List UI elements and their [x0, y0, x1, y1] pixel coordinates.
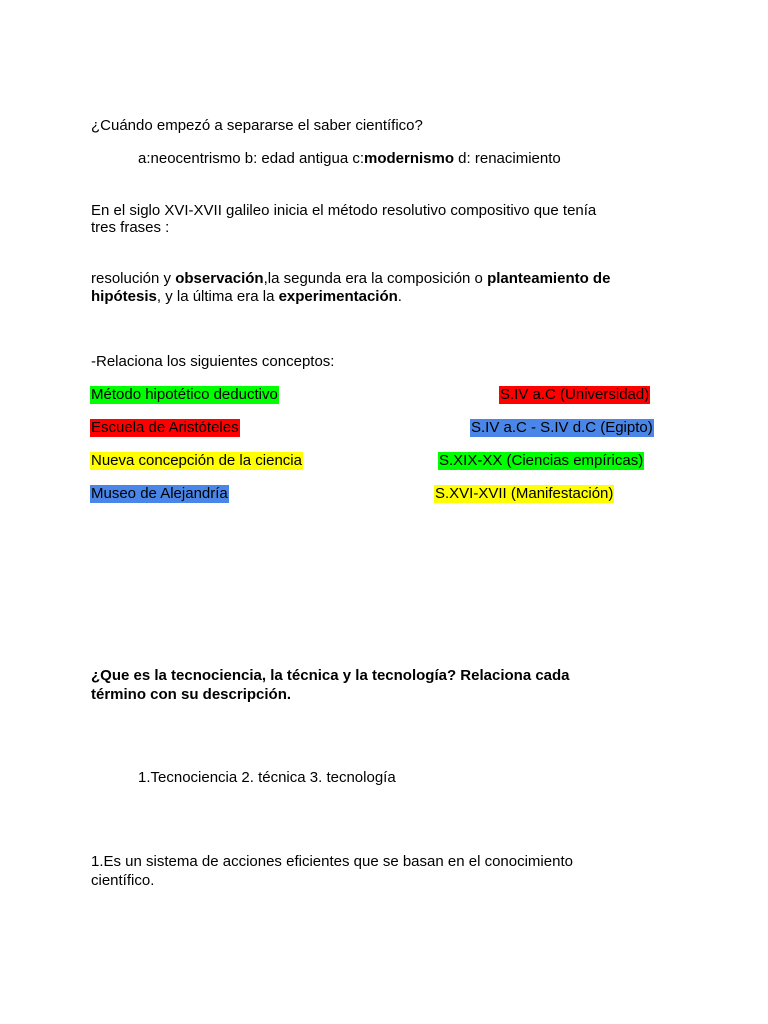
- paragraph-1-text-1: En el siglo XVI-XVII galileo inicia el método resolutivo compositivo que tenía: [91, 202, 597, 219]
- paragraph-2-bold-3: hipótesis: [91, 288, 157, 305]
- option-a: a:neocentrismo: [138, 150, 245, 167]
- question-1-text: ¿Cuándo empezó a separarse el saber científico?: [91, 117, 423, 134]
- paragraph-2-text-2: ,la segunda era la composición o: [263, 270, 488, 287]
- question-1-options: [138, 150, 561, 168]
- paragraph-2-line-1: [91, 270, 610, 288]
- paragraph-2-text-3: , y la última era la: [156, 288, 279, 305]
- paragraph-1-text-2: tres frases :: [91, 219, 170, 236]
- concept-right-4: S.XVI-XVII (Manifestación): [435, 485, 614, 502]
- concept-left-2: Escuela de Aristóteles: [91, 419, 239, 436]
- paragraph-2-text-1: resolución y: [91, 270, 176, 287]
- terms-list: [138, 769, 396, 787]
- concept-right-3: S.XIX-XX (Ciencias empíricas): [439, 452, 644, 469]
- option-b: b: edad antigua: [244, 150, 353, 167]
- concept-left-1: Método hipotético deductivo: [91, 386, 278, 403]
- paragraph-1-line-2: [91, 219, 169, 237]
- paragraph-2-bold-4: experimentación: [278, 288, 398, 305]
- question-2-line-1: [91, 667, 570, 685]
- definition-1-line-1: [91, 853, 573, 871]
- relate-heading: [91, 353, 334, 371]
- terms-list-text: 1.Tecnociencia 2. técnica 3. tecnología: [138, 769, 396, 786]
- paragraph-2-line-2: [91, 288, 402, 306]
- paragraph-2-bold-1: observación: [175, 270, 264, 287]
- concept-left-4: Museo de Alejandría: [91, 485, 228, 502]
- relate-heading-text: -Relaciona los siguientes conceptos:: [91, 353, 335, 370]
- definition-1-text-1: 1.Es un sistema de acciones eficientes que se basan en el conocimiento: [91, 853, 573, 870]
- option-c-bold: modernismo: [364, 150, 455, 167]
- question-1: [91, 117, 423, 135]
- concept-right-2: S.IV a.C - S.IV d.C (Egipto): [471, 419, 653, 436]
- paragraph-2-bold-2: planteamiento de: [487, 270, 611, 287]
- definition-1-text-2: científico.: [91, 872, 155, 889]
- option-c-prefix: c:: [352, 150, 364, 167]
- paragraph-2-text-4: .: [397, 288, 402, 305]
- concept-right-1: S.IV a.C (Universidad): [500, 386, 650, 403]
- question-2-line-2: [91, 686, 291, 704]
- option-d: d: renacimiento: [454, 150, 561, 167]
- question-2-text-1: ¿Que es la tecnociencia, la técnica y la tecnología? Relaciona cada: [91, 667, 570, 684]
- definition-1-line-2: [91, 872, 154, 890]
- paragraph-1-line-1: [91, 202, 596, 220]
- question-2-text-2: término con su descripción.: [91, 686, 292, 703]
- concept-left-3: Nueva concepción de la ciencia: [91, 452, 302, 469]
